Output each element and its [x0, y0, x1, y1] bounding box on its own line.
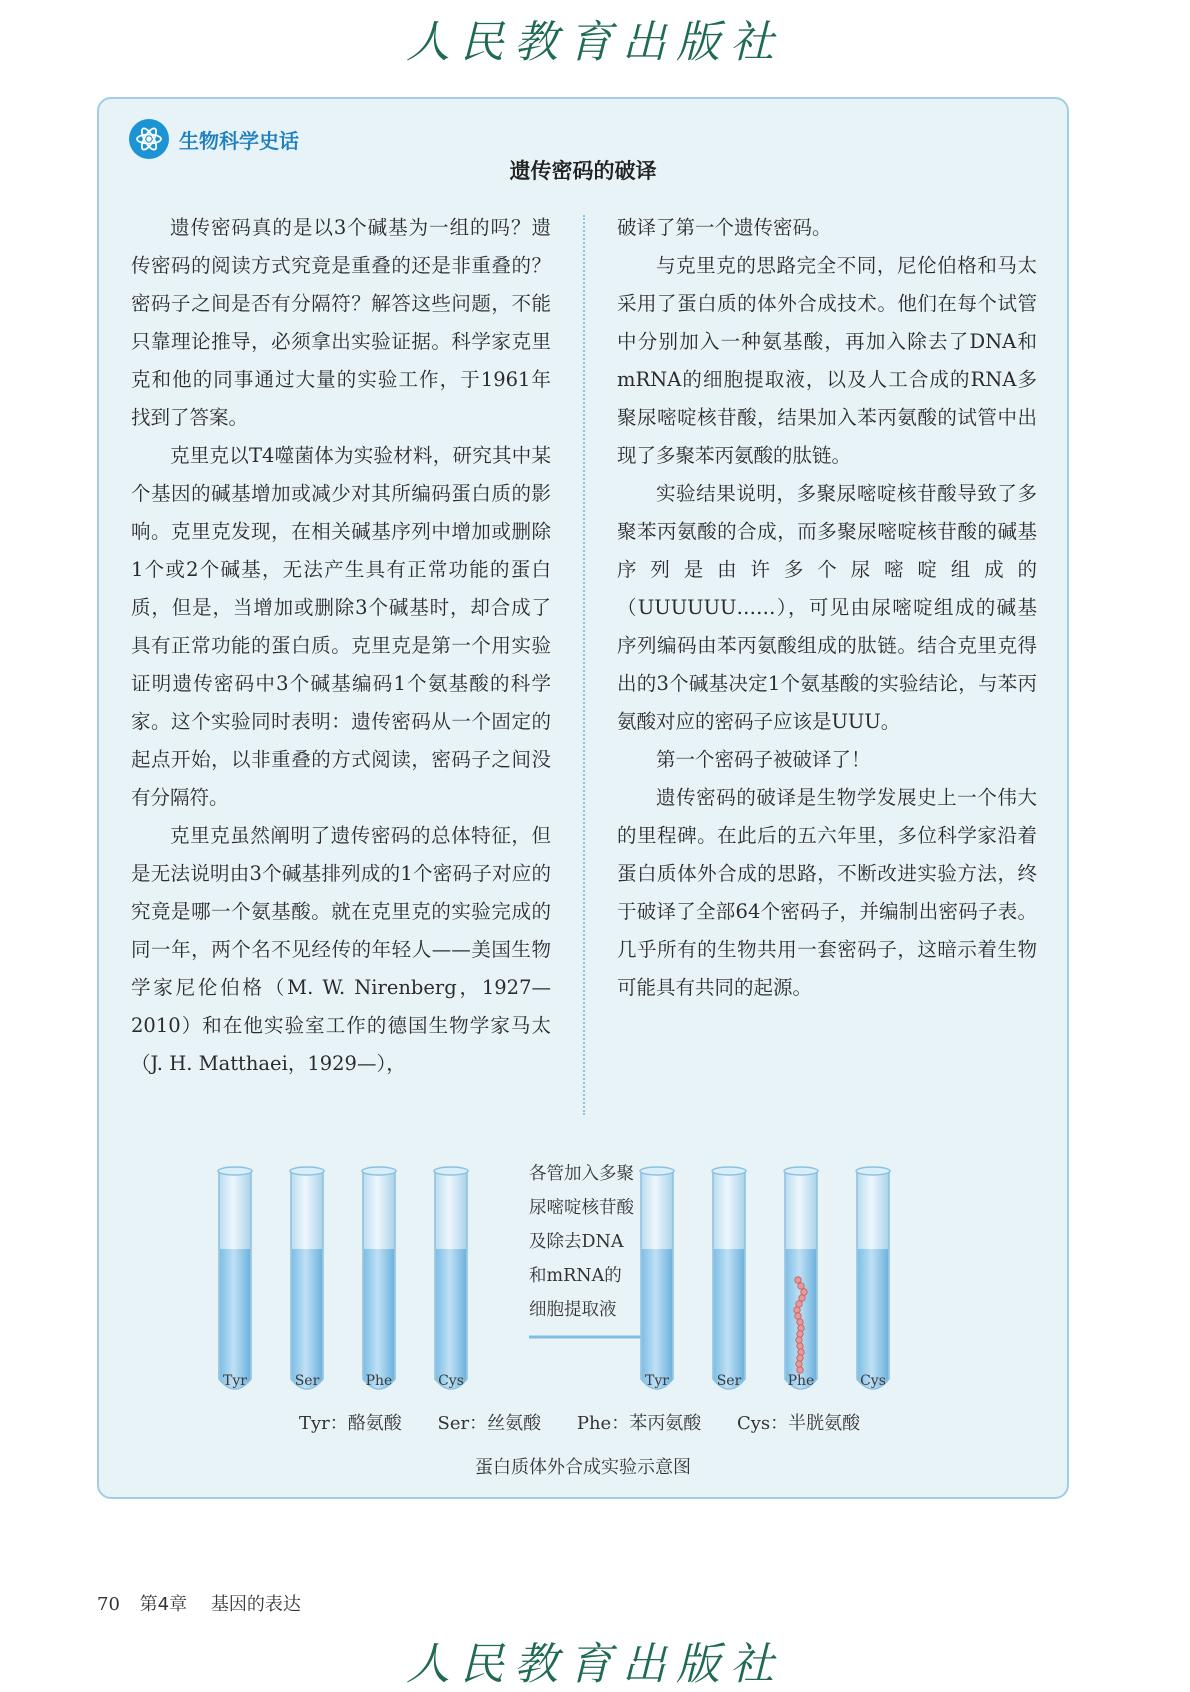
test-tube-ser-after: [710, 1165, 748, 1401]
legend-item: Ser：丝氨酸: [437, 1413, 542, 1434]
paragraph: 破译了第一个遗传密码。: [617, 216, 832, 239]
test-tube-cys: [432, 1165, 470, 1401]
legend-item: Tyr：酪氨酸: [299, 1413, 402, 1434]
procedure-line: 各管加入多聚: [529, 1164, 634, 1184]
right-column: [617, 209, 1037, 1007]
figure-caption: 蛋白质体外合成实验示意图: [475, 1457, 691, 1478]
page-footer: [97, 1590, 301, 1616]
paragraph: 遗传密码的破译是生物学发展史上一个伟大的里程碑。在此后的五六年里，多位科学家沿着蛋白质体外合成的思路，不断改进实验方法，终于破译了全部64个密码子，并编制出密码子表。几乎所有的生物共用一套密码子，这暗示着生物可能具有共同的起源。: [617, 786, 1037, 999]
publisher-watermark-bottom: 人民教育出版社: [406, 1639, 784, 1690]
test-tube-phe-after: [782, 1165, 820, 1401]
science-history-box: [97, 97, 1069, 1499]
paragraph: 与克里克的思路完全不同，尼伦伯格和马太采用了蛋白质的体外合成技术。他们在每个试管中分别加入一种氨基酸，再加入除去了DNA和mRNA的细胞提取液，以及人工合成的RNA多聚尿嘧啶核苷酸，结果加入苯丙氨酸的试管中出现了多聚苯丙氨酸的肽链。: [617, 254, 1037, 467]
paragraph: 克里克以T4噬菌体为实验材料，研究其中某个基因的碱基增加或减少对其所编码蛋白质的影响。克里克发现，在相关碱基序列中增加或删除1个或2个碱基，无法产生具有正常功能的蛋白质，但是，当增加或删除3个碱基时，却合成了具有正常功能的蛋白质。克里克是第一个用实验证明遗传密码中3个碱基编码1个氨基酸的科学家。这个实验同时表明：遗传密码从一个固定的起点开始，以非重叠的方式阅读，密码子之间没有分隔符。: [131, 444, 551, 809]
procedure-line: 及除去DNA: [529, 1232, 624, 1252]
left-column: [131, 209, 551, 1083]
test-tube-tyr: [216, 1165, 254, 1401]
section-label-text: 生物科学史话: [179, 128, 299, 153]
tube-label: Ser: [716, 1373, 742, 1389]
test-tube-cys-after: [854, 1165, 892, 1401]
paragraph: 遗传密码真的是以3个碱基为一组的吗？遗传密码的阅读方式究竟是重叠的还是非重叠的？密码子之间是否有分隔符？解答这些问题，不能只靠理论推导，必须拿出实验证据。科学家克里克和他的同事通过大量的实验工作，于1961年找到了答案。: [131, 216, 551, 429]
tube-label: Cys: [438, 1373, 464, 1389]
chapter-number: 第4章: [139, 1594, 188, 1615]
procedure-line: 细胞提取液: [529, 1300, 617, 1320]
chapter-title: 基因的表达: [210, 1594, 301, 1615]
tube-label: Phe: [365, 1373, 393, 1389]
procedure-line: 尿嘧啶核苷酸: [529, 1198, 634, 1218]
tube-label: Phe: [787, 1373, 815, 1389]
paragraph: 第一个密码子被破译了！: [656, 748, 871, 771]
procedure-line: 和mRNA的: [529, 1266, 622, 1286]
tube-label: Ser: [294, 1373, 320, 1389]
article-title: 遗传密码的破译: [509, 159, 657, 183]
legend-item: Cys：半胱氨酸: [736, 1413, 861, 1434]
paragraph: 实验结果说明，多聚尿嘧啶核苷酸导致了多聚苯丙氨酸的合成，而多聚尿嘧啶核苷酸的碱基序列是由许多个尿嘧啶组成的（UUUUUU……），可见由尿嘧啶组成的碱基序列编码由苯丙氨酸组成的肽链。结合克里克得出的3个碱基决定1个氨基酸的实验结论，与苯丙氨酸对应的密码子应该是UUU。: [617, 482, 1037, 733]
paragraph: 克里克虽然阐明了遗传密码的总体特征，但是无法说明由3个碱基排列成的1个密码子对应的究竟是哪一个氨基酸。就在克里克的实验完成的同一年，两个名不见经传的年轻人——美国生物学家尼伦伯格（M. W. Nirenberg，1927—2010）和在他实验室工作的德国生物学家马太（J. H. Matthaei，1929—），: [131, 824, 551, 1075]
tube-label: Tyr: [223, 1373, 247, 1389]
figure-legend: [299, 1409, 890, 1435]
column-divider: [583, 215, 585, 1115]
test-tube-phe: [360, 1165, 398, 1401]
page-number: 70: [97, 1594, 120, 1615]
legend-item: Phe：苯丙氨酸: [576, 1413, 702, 1434]
tube-label: Cys: [860, 1373, 886, 1389]
test-tube-ser: [288, 1165, 326, 1401]
experiment-figure: [99, 1157, 1067, 1477]
section-label: [129, 119, 299, 159]
tube-label: Tyr: [645, 1373, 669, 1389]
publisher-watermark-top: 人民教育出版社: [406, 17, 784, 68]
atom-icon: [129, 119, 169, 159]
test-tube-tyr-after: [638, 1165, 676, 1401]
